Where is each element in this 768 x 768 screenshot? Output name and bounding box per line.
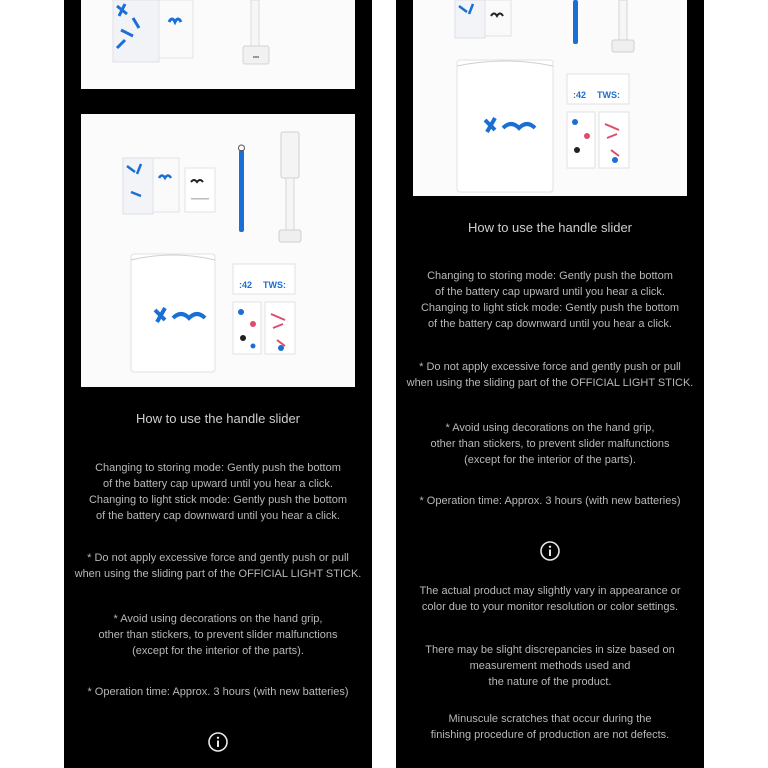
drawstring-pouch-image: [131, 254, 215, 372]
info-circle-icon: [207, 731, 229, 753]
operation-time-note: * Operation time: Approx. 3 hours (with new batteries): [419, 495, 681, 507]
storing-mode-instructions: Changing to storing mode: Gently push the bottom of the battery cap upward until you hear a click. Changing to light stick mode: Gently push the bottom of the battery cap downward until you hear a click.: [88, 462, 348, 522]
decoration-warning-note: * Avoid using decorations on the hand grip, other than stickers, to prevent slider malfunctions (except for the interior of the parts).: [98, 613, 338, 657]
section-heading: How to use the handle slider: [135, 411, 301, 426]
package-box-image: [113, 0, 193, 62]
package-box-image: [123, 158, 179, 214]
operation-time-note: * Operation time: Approx. 3 hours (with new batteries): [87, 686, 349, 698]
force-warning-note: * Do not apply excessive force and gently push or pull when using the sliding part of the OFFICIAL LIGHT STICK.: [406, 361, 694, 389]
decoration-warning-note: * Avoid using decorations on the hand grip, other than stickers, to prevent slider malfunctions (except for the interior of the parts).: [430, 422, 670, 466]
info-circle-icon: [539, 540, 561, 562]
package-box-image: [455, 0, 511, 38]
product-photo-box-and-stick: [81, 0, 355, 89]
manual-booklet-image: [185, 168, 215, 212]
product-photo-full-kit: [81, 114, 355, 387]
appearance-disclaimer: The actual product may slightly vary in appearance or color due to your monitor resolution or color settings.: [419, 585, 681, 613]
storing-mode-instructions: Changing to storing mode: Gently push the bottom of the battery cap upward until you hear a click. Changing to light stick mode: Gently push the bottom of the battery cap downward until you hear a click.: [420, 270, 680, 330]
card-number-text: :42: [573, 90, 587, 100]
right-detail-panel: [396, 0, 704, 768]
photo-card-image: [567, 74, 629, 104]
left-detail-panel: [64, 0, 372, 768]
product-photo-full-kit: [413, 0, 687, 196]
force-warning-note: * Do not apply excessive force and gently push or pull when using the sliding part of the OFFICIAL LIGHT STICK.: [74, 552, 362, 580]
size-disclaimer: There may be slight discrepancies in size based on measurement methods used and the nature of the product.: [425, 644, 675, 688]
card-name-text: TWS:: [597, 90, 620, 100]
card-number-text: :42: [239, 280, 253, 290]
wrist-strap-image: [573, 0, 578, 44]
drawstring-pouch-image: [457, 60, 553, 192]
section-heading: How to use the handle slider: [467, 220, 633, 235]
wrist-strap-image: [239, 145, 245, 232]
photo-card-image: [233, 264, 295, 294]
scratches-disclaimer: Minuscule scratches that occur during the finishing procedure of production are not defects.: [430, 713, 670, 741]
card-name-text: TWS:: [263, 280, 286, 290]
